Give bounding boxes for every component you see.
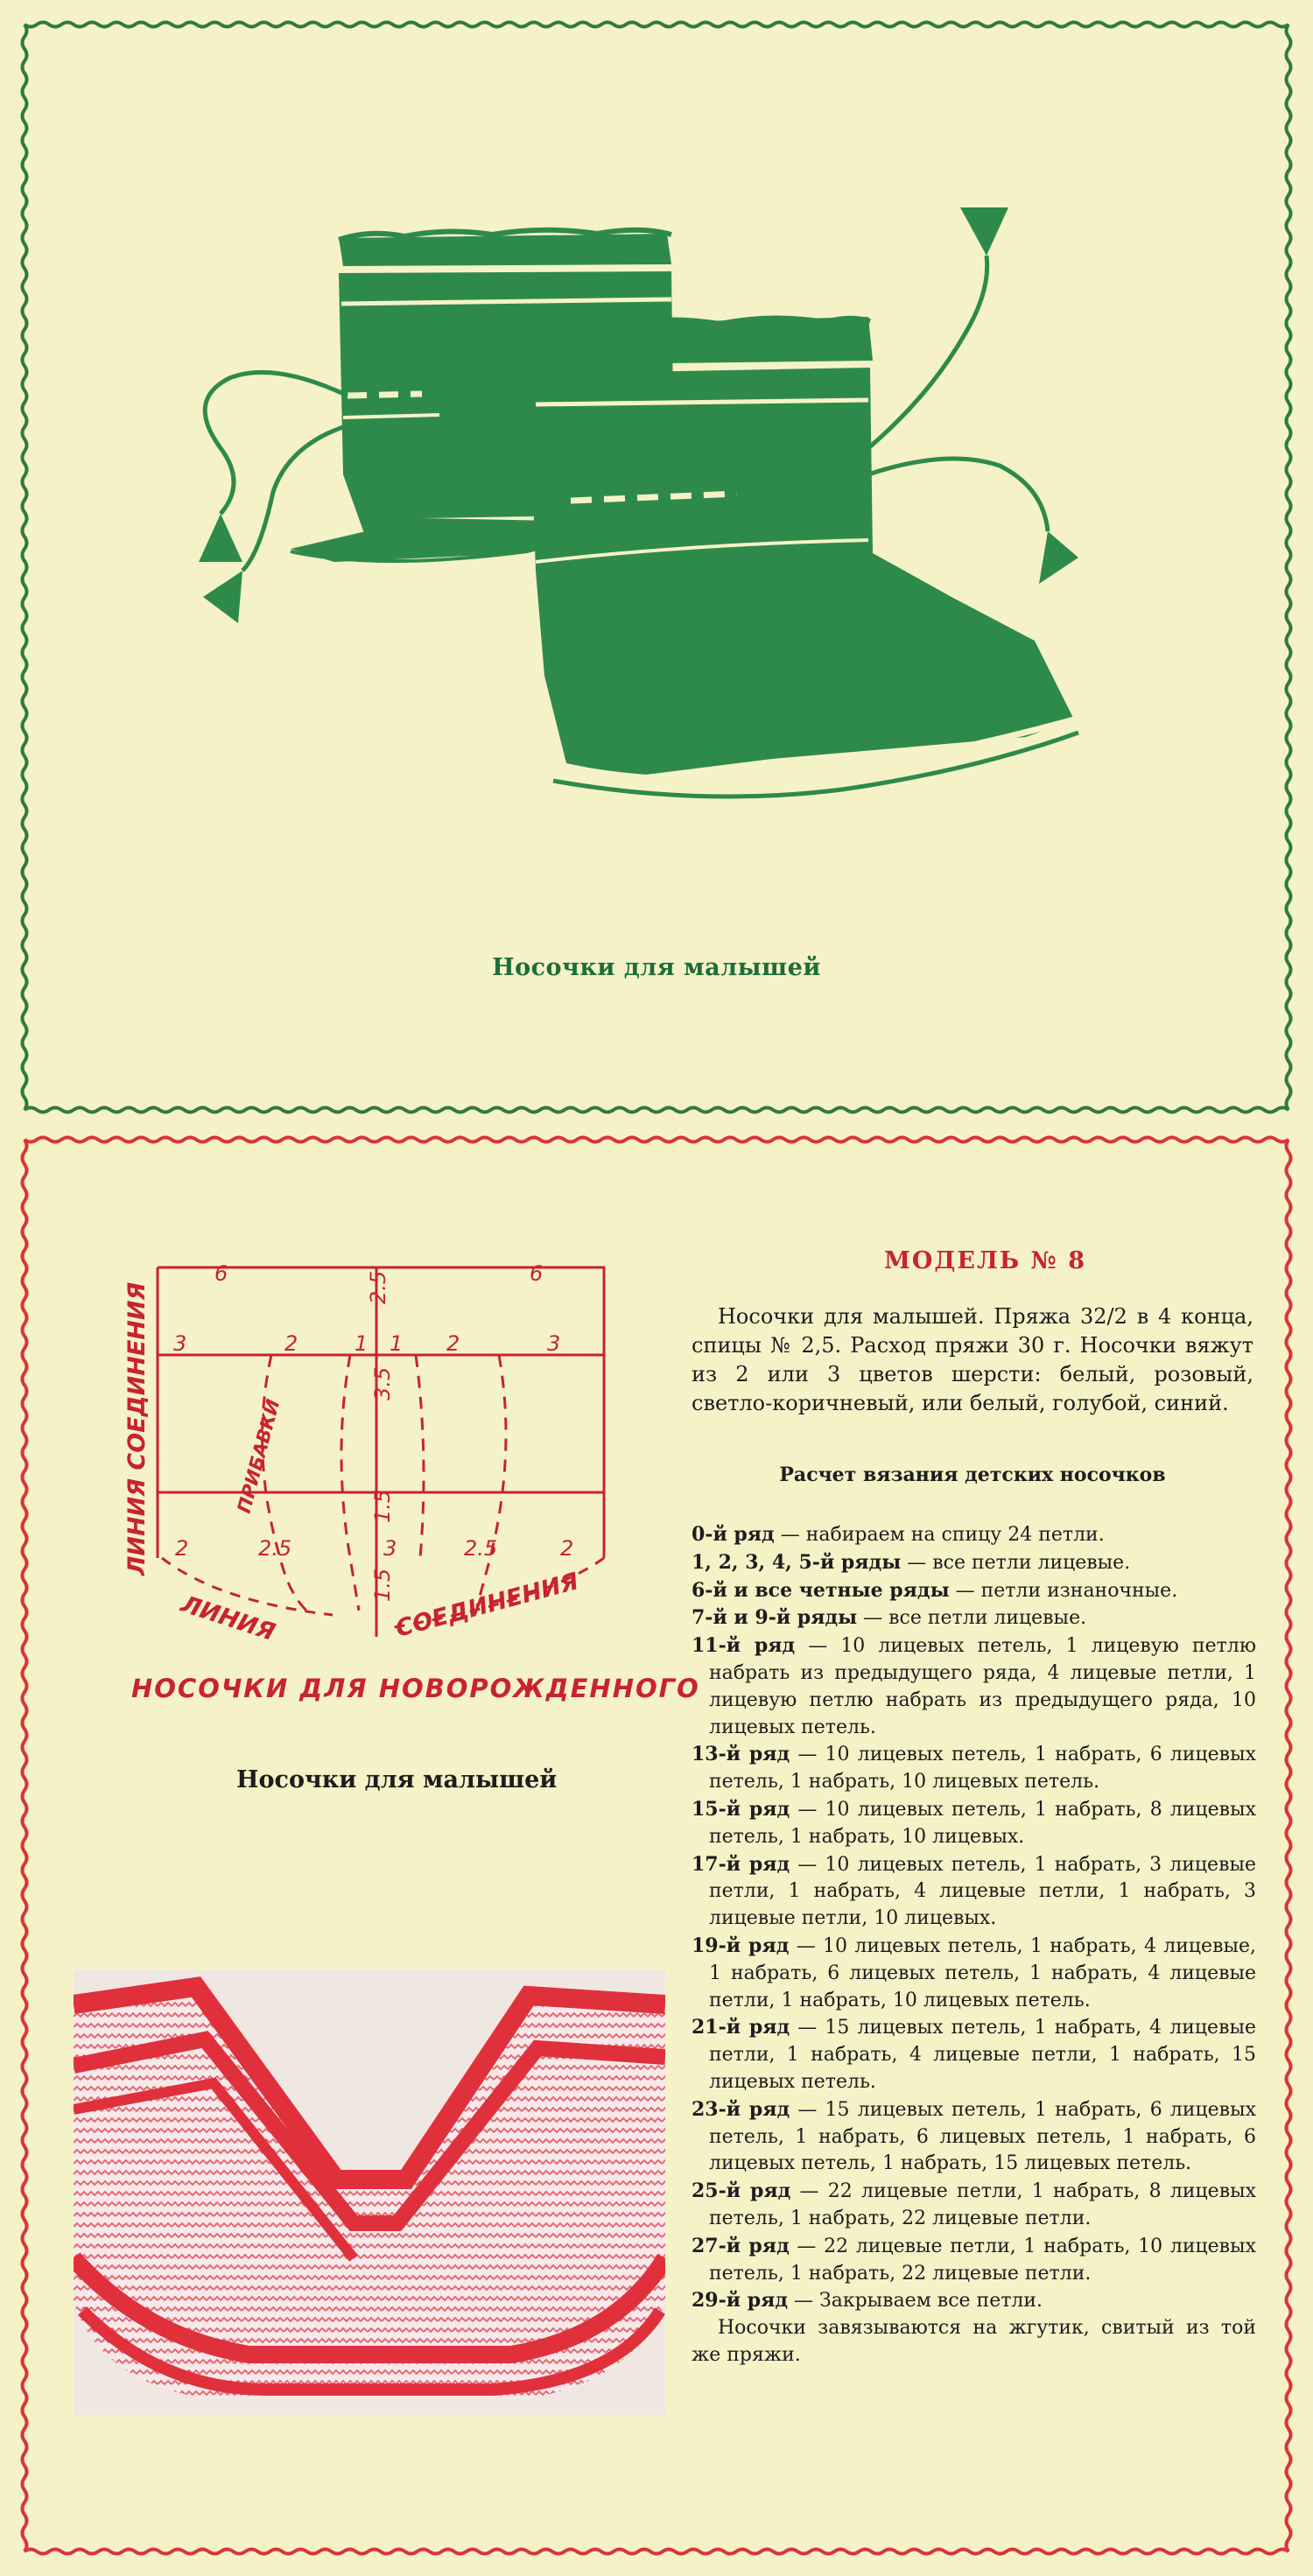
row-item: 13-й ряд — 10 лицевых петель, 1 набрать, 6 лицевых петель, 1 набрать, 10 лицевых петель. <box>692 1743 1256 1793</box>
dim-row2-b: 2 <box>284 1331 298 1356</box>
calc-title: Расчет вязания детских носочков <box>779 1463 1166 1486</box>
diagram-caption: НОСОЧКИ ДЛЯ НОВОРОЖДЕННОГО <box>131 1674 700 1703</box>
knitting-rows <box>692 1521 1256 2369</box>
row-item: 11-й ряд — 10 лицевых петель, 1 лицевую петлю набрать из предыдущего ряда, 4 лицевые петли, 1 лицевую петлю набрать из предыдущего ряда, 10 лицевых петель. <box>692 1634 1256 1738</box>
label-increase: ПРИБАВКИ <box>233 1397 284 1516</box>
label-line: ЛИНИЯ <box>177 1590 278 1646</box>
final-note: Носочки завязываются на жгутик, свитый из той же пряжи. <box>692 2317 1256 2366</box>
photo-caption: Носочки для малышей <box>236 1766 558 1793</box>
dim-bot-d: 2.5 <box>464 1536 498 1561</box>
model-title: МОДЕЛЬ № 8 <box>884 1247 1087 1274</box>
dim-top-right: 6 <box>530 1261 544 1286</box>
dim-bot-b: 2.5 <box>258 1536 292 1561</box>
top-caption: Носочки для малышей <box>492 954 821 981</box>
dim-side-bottom: 1.5 <box>370 1568 395 1602</box>
row-item: 17-й ряд — 10 лицевых петель, 1 набрать, 3 лицевые петли, 1 набрать, 4 лицевые петли, 1 набрать, 3 лицевые петли, 10 лицевых. <box>692 1852 1256 1930</box>
dim-bot-c: 3 <box>383 1536 397 1561</box>
row-item: 27-й ряд — 22 лицевые петли, 1 набрать, 10 лицевых петель, 1 набрать, 22 лицевые петли. <box>692 2234 1256 2285</box>
row-item: 6-й и все четные ряды — петли изнаночные. <box>692 1578 1178 1602</box>
dim-row2-c: 1 <box>355 1331 369 1356</box>
dim-row2-a: 3 <box>173 1331 187 1356</box>
knitted-sock-photo <box>74 1969 665 2416</box>
dim-top-left: 6 <box>214 1261 228 1286</box>
intro-paragraph: Носочки для малышей. Пряжа 32/2 в 4 конца, спицы № 2,5. Расход пряжи 30 г. Носочки вяжут из 2 или 3 цветов шерсти: белый, розовый, светло-коричневый, или белый, голубой, синий. <box>692 1304 1253 1415</box>
dim-bot-e: 2 <box>560 1536 574 1561</box>
row-item: 25-й ряд — 22 лицевые петли, 1 набрать, 8 лицевых петель, 1 набрать, 22 лицевые петли. <box>692 2179 1256 2229</box>
row-item: 23-й ряд — 15 лицевых петель, 1 набрать, 6 лицевых петель, 1 набрать, 6 лицевых петель, 1 набрать, 6 лицевых петель, 1 набрать, 15 лицевых петель. <box>692 2097 1256 2175</box>
dim-row2-e: 2 <box>446 1331 460 1356</box>
dim-row2-f: 3 <box>547 1331 561 1356</box>
label-join: СОЕДИНЕНИЯ <box>392 1568 582 1643</box>
row-item: 0-й ряд — набираем на спицу 24 петли. <box>692 1523 1105 1546</box>
row-item: 29-й ряд — Закрываем все петли. <box>692 2289 1043 2313</box>
row-item: 19-й ряд — 10 лицевых петель, 1 набрать, 4 лицевые, 1 набрать, 6 лицевых петель, 1 набрать, 4 лицевые петли, 1 набрать, 10 лицевых петель. <box>692 1934 1256 2011</box>
row-item: 15-й ряд — 10 лицевых петель, 1 набрать, 8 лицевых петель, 1 набрать, 10 лицевых. <box>692 1797 1256 1848</box>
label-join-line: ЛИНИЯ СОЕДИНЕНИЯ <box>123 1281 151 1576</box>
row-item: 1, 2, 3, 4, 5-й ряды — все петли лицевые. <box>692 1550 1131 1574</box>
dim-side-mid: 3.5 <box>370 1366 395 1400</box>
dim-top-mid: 2.5 <box>366 1270 390 1304</box>
dim-side-low: 1.5 <box>370 1489 395 1523</box>
row-item: 7-й и 9-й ряды — все петли лицевые. <box>692 1606 1087 1630</box>
dim-row2-d: 1 <box>390 1331 404 1356</box>
dim-bot-a: 2 <box>175 1536 189 1561</box>
row-item: 21-й ряд — 15 лицевых петель, 1 набрать, 4 лицевые петли, 1 набрать, 4 лицевые петли, 1 набрать, 15 лицевых петель. <box>692 2016 1256 2093</box>
